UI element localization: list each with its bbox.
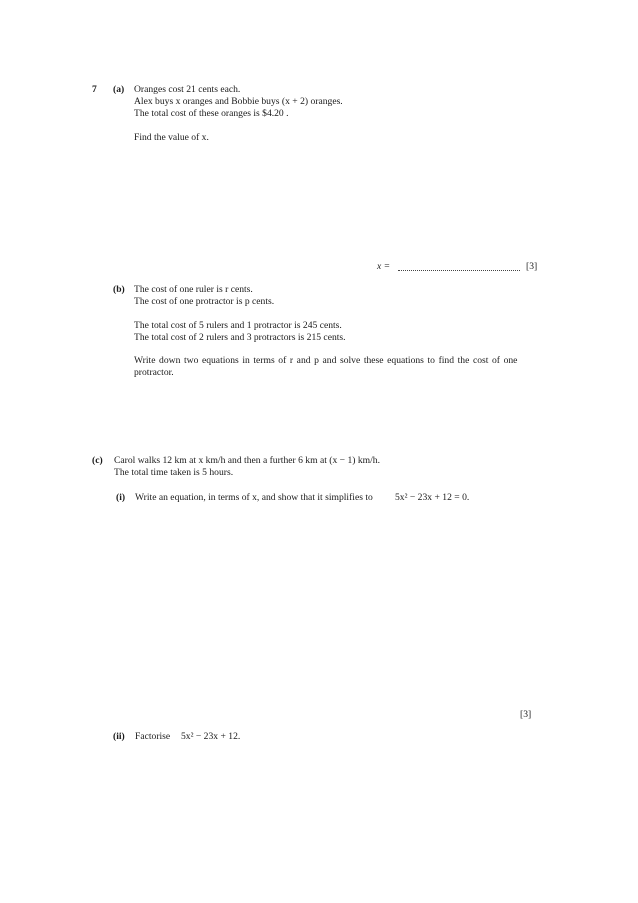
part-a-label: (a) [113, 84, 125, 95]
answer-label-x: x = [377, 261, 391, 272]
part-c-ii-expression: 5x² − 23x + 12. [181, 731, 241, 742]
part-b-line-2: The cost of one protractor is p cents. [134, 296, 275, 307]
part-c-i-label: (i) [116, 492, 126, 503]
part-a-line-3: The total cost of these oranges is $4.20 . [134, 108, 289, 119]
part-a-instruction: Find the value of x. [134, 132, 209, 143]
part-c-i-text: Write an equation, in terms of x, and show that it simplifies to [135, 492, 373, 503]
part-c-i-equation: 5x² − 23x + 12 = 0. [395, 492, 470, 503]
part-a-line-2: Alex buys x oranges and Bobbie buys (x + 2) oranges. [134, 96, 343, 107]
part-c-ii-text: Factorise [135, 731, 171, 742]
part-c-line-2: The total time taken is 5 hours. [114, 467, 234, 478]
marks-a: [3] [526, 261, 538, 272]
part-b-line-5: Write down two equations in terms of r and p and solve these equations to find the cost of one [134, 355, 518, 366]
answer-line-a[interactable] [398, 261, 520, 272]
part-b-line-6: protractor. [134, 367, 174, 378]
part-b-line-1: The cost of one ruler is r cents. [134, 284, 253, 295]
marks-c-i: [3] [520, 709, 532, 720]
part-a-line-1: Oranges cost 21 cents each. [134, 84, 241, 95]
question-number: 7 [92, 84, 97, 95]
part-c-label: (c) [92, 455, 103, 466]
part-b-label: (b) [113, 284, 125, 295]
part-b-line-4: The total cost of 2 rulers and 3 protractors is 215 cents. [134, 332, 346, 343]
part-c-ii-label: (ii) [113, 731, 125, 742]
part-b-line-3: The total cost of 5 rulers and 1 protractor is 245 cents. [134, 320, 342, 331]
part-c-line-1: Carol walks 12 km at x km/h and then a further 6 km at (x − 1) km/h. [114, 455, 380, 466]
